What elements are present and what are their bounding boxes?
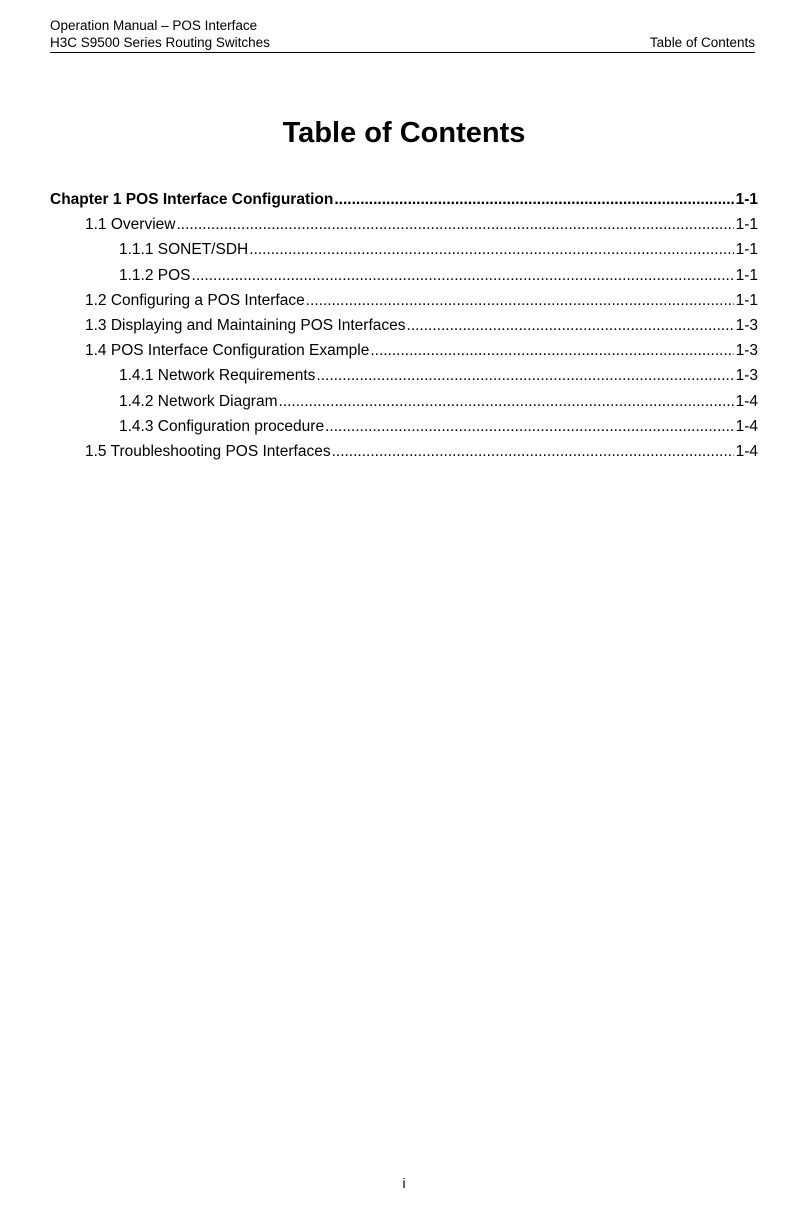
product-name: H3C S9500 Series Routing Switches xyxy=(50,35,270,50)
toc-entry[interactable] xyxy=(50,363,758,388)
toc-entry-title: 1.2 Configuring a POS Interface xyxy=(85,291,305,309)
toc-entry[interactable] xyxy=(50,237,758,262)
toc-entry-page: 1-4 xyxy=(735,442,758,460)
manual-title: Operation Manual – POS Interface xyxy=(50,18,258,33)
toc-entry-page: 1-3 xyxy=(735,342,758,360)
toc-entry-title: 1.1.2 POS xyxy=(119,266,191,284)
dot-leader xyxy=(325,414,734,439)
dot-leader xyxy=(370,338,733,363)
toc-entry[interactable] xyxy=(50,313,758,338)
toc-entry-title: 1.4 POS Interface Configuration Example xyxy=(85,342,370,360)
toc-entry-page: 1-1 xyxy=(735,241,758,259)
page-number: i xyxy=(402,1175,406,1191)
dot-leader xyxy=(407,313,734,338)
table-of-contents xyxy=(50,187,758,464)
toc-entry-title: 1.3 Displaying and Maintaining POS Interfaces xyxy=(85,316,406,334)
toc-entry-page: 1-1 xyxy=(735,266,758,284)
toc-entry-title: 1.5 Troubleshooting POS Interfaces xyxy=(85,442,331,460)
toc-entry-page: 1-3 xyxy=(735,367,758,385)
dot-leader xyxy=(176,212,733,237)
toc-entry[interactable] xyxy=(50,389,758,414)
page-header xyxy=(50,16,755,53)
toc-entry[interactable] xyxy=(50,263,758,288)
toc-entry-page: 1-4 xyxy=(735,392,758,410)
toc-entry[interactable] xyxy=(50,212,758,237)
toc-entry-title: 1.4.3 Configuration procedure xyxy=(119,417,325,435)
toc-entry-title: Chapter 1 POS Interface Configuration xyxy=(50,191,334,208)
toc-entry-title: 1.4.1 Network Requirements xyxy=(119,367,316,385)
toc-entry[interactable] xyxy=(50,338,758,363)
toc-entry-title: 1.1.1 SONET/SDH xyxy=(119,241,249,259)
toc-entry-title: 1.1 Overview xyxy=(85,216,176,234)
page-title: Table of Contents xyxy=(282,117,526,149)
dot-leader xyxy=(334,187,733,212)
toc-entry[interactable] xyxy=(50,414,758,439)
dot-leader xyxy=(316,363,733,388)
toc-entry-page: 1-1 xyxy=(735,216,758,234)
toc-entry-page: 1-4 xyxy=(735,417,758,435)
header-section-title: Table of Contents xyxy=(649,35,755,50)
toc-entry-page: 1-3 xyxy=(735,316,758,334)
dot-leader xyxy=(192,263,734,288)
toc-entry-page: 1-1 xyxy=(735,191,758,208)
toc-entry[interactable] xyxy=(50,288,758,313)
toc-entry[interactable] xyxy=(50,439,758,464)
dot-leader xyxy=(332,439,734,464)
toc-entry-title: 1.4.2 Network Diagram xyxy=(119,392,278,410)
dot-leader xyxy=(306,288,734,313)
toc-entry-page: 1-1 xyxy=(735,291,758,309)
toc-entry[interactable] xyxy=(50,187,758,212)
dot-leader xyxy=(279,389,734,414)
dot-leader xyxy=(249,237,733,262)
